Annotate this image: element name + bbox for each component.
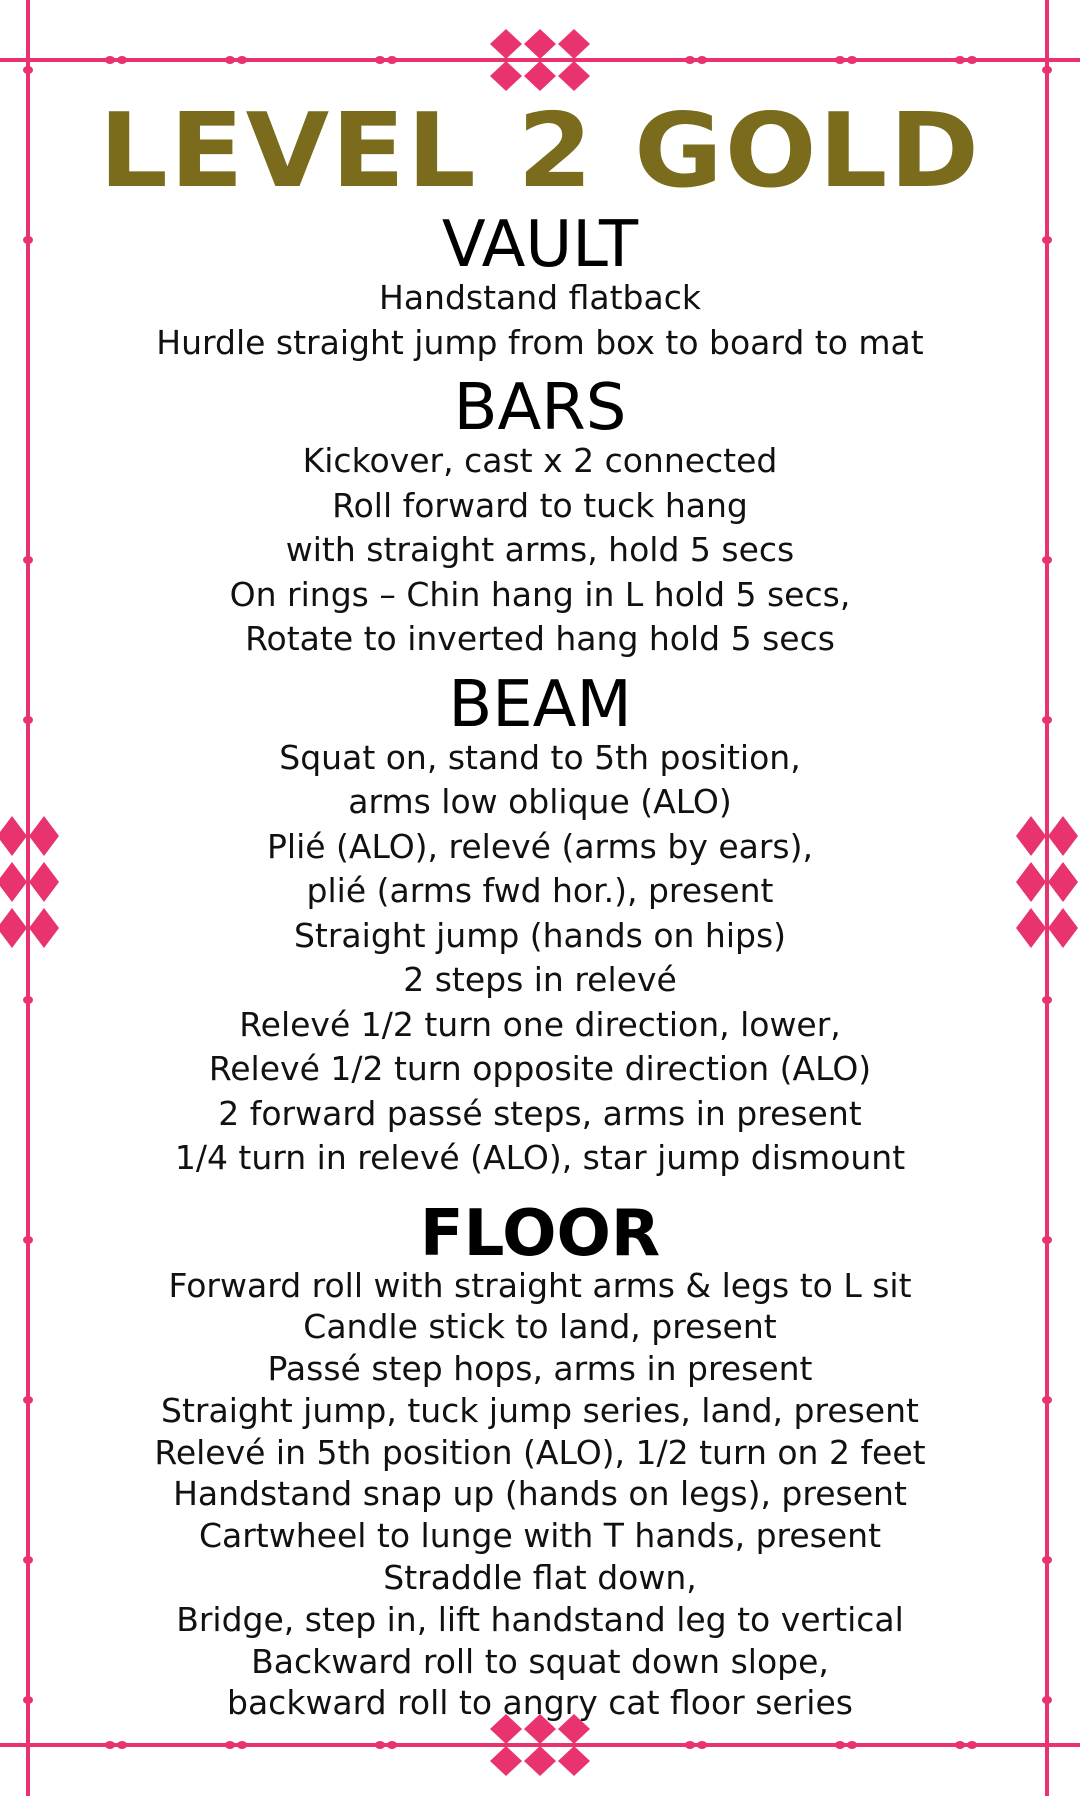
border-dot — [23, 556, 33, 564]
section-heading-floor: FLOOR — [419, 1196, 661, 1271]
floor-item-list — [60, 1265, 1020, 1725]
bars-item-list — [60, 439, 1020, 662]
border-dot — [1042, 556, 1052, 564]
border-dot — [697, 1741, 707, 1749]
border-dot — [685, 1741, 695, 1749]
list-item: Rotate to inverted hang hold 5 secs — [245, 619, 835, 658]
border-dot — [375, 56, 385, 64]
diamond-ornament — [29, 862, 59, 902]
border-dot — [237, 1741, 247, 1749]
border-dot — [955, 1741, 965, 1749]
border-dot — [237, 56, 247, 64]
list-item: backward roll to angry cat floor series — [227, 1683, 853, 1723]
diamond-ornament — [524, 29, 556, 59]
border-dot — [1042, 236, 1052, 244]
list-item: Relevé in 5th position (ALO), 1/2 turn on 2 feet — [154, 1432, 926, 1472]
border-dot — [835, 56, 845, 64]
list-item: Straight jump (hands on hips) — [293, 915, 787, 955]
border-dot — [23, 236, 33, 244]
section-heading-beam: BEAM — [448, 667, 632, 742]
diamond-ornament — [0, 908, 27, 948]
border-dot — [1042, 1396, 1052, 1404]
border-dot — [697, 56, 707, 64]
border-dot — [117, 1741, 127, 1749]
list-item: Relevé 1/2 turn one direction, lower, — [239, 1004, 841, 1044]
diamond-ornament — [1016, 816, 1046, 856]
section-bars — [60, 371, 1020, 662]
list-item: Straight jump, tuck jump series, land, present — [161, 1390, 919, 1430]
diamond-ornament — [558, 29, 590, 59]
border-dot — [225, 56, 235, 64]
border-dot — [1042, 716, 1052, 724]
diamond-ornament — [490, 29, 522, 59]
border-dot — [685, 56, 695, 64]
border-dot — [387, 1741, 397, 1749]
list-item: with straight arms, hold 5 secs — [285, 530, 795, 569]
list-item: Passé step hops, arms in present — [267, 1349, 813, 1389]
list-item: 2 forward passé steps, arms in present — [218, 1093, 862, 1133]
section-heading-bars: BARS — [453, 371, 627, 445]
list-item: Hurdle straight jump from box to board to mat — [156, 322, 924, 362]
list-item: Handstand snap up (hands on legs), present — [173, 1474, 907, 1514]
vault-item-list — [60, 276, 1020, 365]
list-item: 2 steps in relevé — [403, 960, 677, 999]
list-item: On rings – Chin hang in L hold 5 secs, — [229, 574, 851, 614]
diamond-ornament — [490, 1746, 522, 1776]
list-item: Cartwheel to lunge with T hands, present — [198, 1516, 882, 1556]
list-item: Handstand flatback — [379, 278, 701, 317]
border-dot — [105, 56, 115, 64]
diamond-ornament — [29, 908, 59, 948]
list-item: Relevé 1/2 turn opposite direction (ALO) — [208, 1049, 872, 1088]
list-item: arms low oblique (ALO) — [348, 782, 732, 821]
list-item: Backward roll to squat down slope, — [251, 1641, 829, 1681]
border-dot — [1042, 1236, 1052, 1244]
border-dot — [955, 56, 965, 64]
list-item: Candle stick to land, present — [303, 1307, 777, 1347]
diamond-ornament — [0, 816, 27, 856]
diamond-ornament — [558, 61, 590, 91]
diamond-ornament — [490, 61, 522, 91]
border-dot — [1042, 1556, 1052, 1564]
diamond-ornament — [524, 1746, 556, 1776]
diamond-ornament — [1048, 908, 1078, 948]
diamond-ornament — [1048, 816, 1078, 856]
border-dot — [1042, 996, 1052, 1004]
diamond-ornament — [1016, 862, 1046, 902]
list-item: Plié (ALO), relevé (arms by ears), — [267, 826, 813, 866]
border-dot — [105, 1741, 115, 1749]
diamond-ornament — [1048, 862, 1078, 902]
border-dot — [1042, 66, 1052, 74]
document-body — [60, 92, 1020, 1724]
border-dot — [387, 56, 397, 64]
border-dot — [23, 1696, 33, 1704]
border-dot — [835, 1741, 845, 1749]
border-dot — [847, 56, 857, 64]
section-beam — [60, 667, 1020, 1181]
border-dot — [847, 1741, 857, 1749]
list-item: Forward roll with straight arms & legs to L sit — [168, 1265, 912, 1305]
border-dot — [23, 1396, 33, 1404]
list-item: 1/4 turn in relevé (ALO), star jump dismount — [174, 1138, 906, 1177]
border-dot — [23, 996, 33, 1004]
section-heading-vault: VAULT — [441, 208, 639, 282]
page-title: LEVEL 2 GOLD — [98, 92, 982, 211]
section-floor — [60, 1196, 1020, 1725]
diamond-ornament — [1016, 908, 1046, 948]
diamond-ornament — [29, 816, 59, 856]
border-dot — [23, 716, 33, 724]
border-dot — [117, 56, 127, 64]
section-vault — [60, 208, 1020, 365]
border-dot — [225, 1741, 235, 1749]
beam-item-list — [60, 736, 1020, 1181]
border-dot — [1042, 1696, 1052, 1704]
border-dot — [23, 1556, 33, 1564]
diamond-ornament — [0, 862, 27, 902]
list-item: Squat on, stand to 5th position, — [279, 737, 801, 777]
diamond-ornament — [524, 61, 556, 91]
border-dot — [375, 1741, 385, 1749]
list-item: Kickover, cast x 2 connected — [302, 441, 778, 480]
border-dot — [967, 1741, 977, 1749]
list-item: Bridge, step in, lift handstand leg to vertical — [176, 1599, 904, 1639]
list-item: Straddle flat down, — [383, 1558, 697, 1598]
list-item: Roll forward to tuck hang — [332, 485, 748, 525]
diamond-ornament — [558, 1746, 590, 1776]
border-dot — [23, 1236, 33, 1244]
border-dot — [967, 56, 977, 64]
border-dot — [23, 66, 33, 74]
list-item: plié (arms fwd hor.), present — [306, 871, 774, 910]
